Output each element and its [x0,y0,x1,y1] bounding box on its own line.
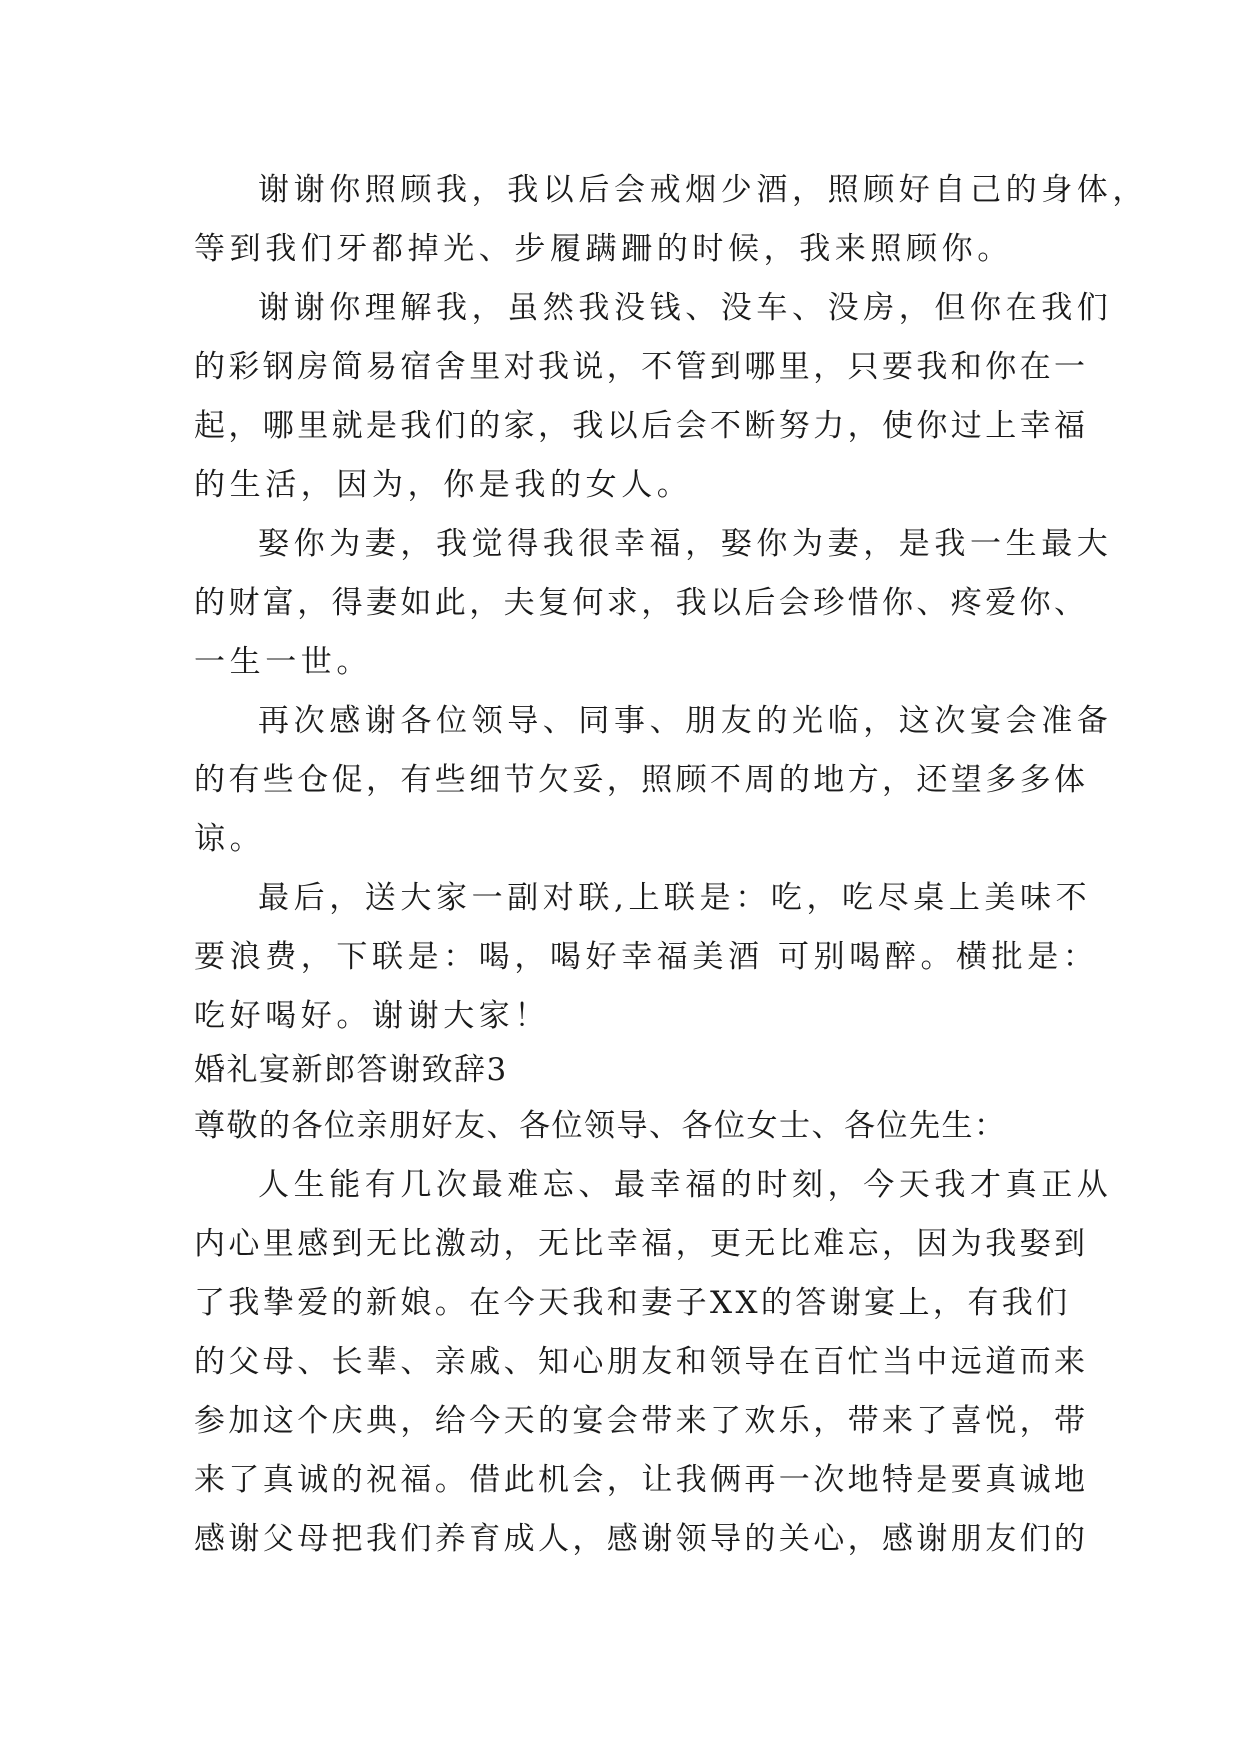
paragraph-line: 等到我们牙都掉光、步履蹒跚的时候，我来照顾你。 [194,231,1013,267]
paragraph-line: 内心里感到无比激动，无比幸福，更无比难忘，因为我娶到 [194,1226,1089,1262]
paragraph-line: 谢谢你照顾我，我以后会戒烟少酒，照顾好自己的身体， [258,172,1148,208]
paragraph-line: 来了真诚的祝福。借此机会，让我俩再一次地特是要真诚地 [194,1462,1089,1498]
paragraph-line: 谅。 [194,821,266,857]
paragraph-line: 了我挚爱的新娘。在今天我和妻子XX的答谢宴上，有我们 [194,1285,1071,1321]
paragraph-line: 感谢父母把我们养育成人，感谢领导的关心，感谢朋友们的 [194,1521,1089,1557]
paragraph-line: 的生活，因为，你是我的女人。 [194,467,693,503]
paragraph-line: 娶你为妻，我觉得我很幸福，娶你为妻，是我一生最大 [258,526,1113,562]
paragraph-line: 谢谢你理解我，虽然我没钱、没车、没房，但你在我们 [258,290,1113,326]
paragraph-line: 的有些仓促，有些细节欠妥，照顾不周的地方，还望多多体 [194,762,1089,798]
paragraph-line: 吃好喝好。谢谢大家！ [194,998,550,1034]
paragraph-line: 人生能有几次最难忘、最幸福的时刻，今天我才真正从 [258,1167,1113,1203]
paragraph-line: 参加这个庆典，给今天的宴会带来了欢乐，带来了喜悦，带 [194,1403,1089,1439]
paragraph-line: 的财富，得妻如此，夫复何求，我以后会珍惜你、疼爱你、 [194,585,1089,621]
paragraph-line: 一生一世。 [194,644,372,680]
paragraph-line: 的父母、长辈、亲戚、知心朋友和领导在百忙当中远道而来 [194,1344,1089,1380]
paragraph-line: 再次感谢各位领导、同事、朋友的光临，这次宴会准备 [258,703,1113,739]
paragraph-line: 起，哪里就是我们的家，我以后会不断努力，使你过上幸福 [194,408,1089,444]
paragraph-line: 要浪费，下联是：喝，喝好幸福美酒 可别喝醉。横批是： [194,939,1099,975]
paragraph-line: 最后，送大家一副对联,上联是：吃，吃尽桌上美味不 [258,880,1092,916]
salutation-line: 尊敬的各位亲朋好友、各位领导、各位女士、各位先生： [194,1108,1007,1144]
paragraph-line: 的彩钢房简易宿舍里对我说，不管到哪里，只要我和你在一 [194,349,1089,385]
section-heading: 婚礼宴新郎答谢致辞3 [194,1052,508,1088]
